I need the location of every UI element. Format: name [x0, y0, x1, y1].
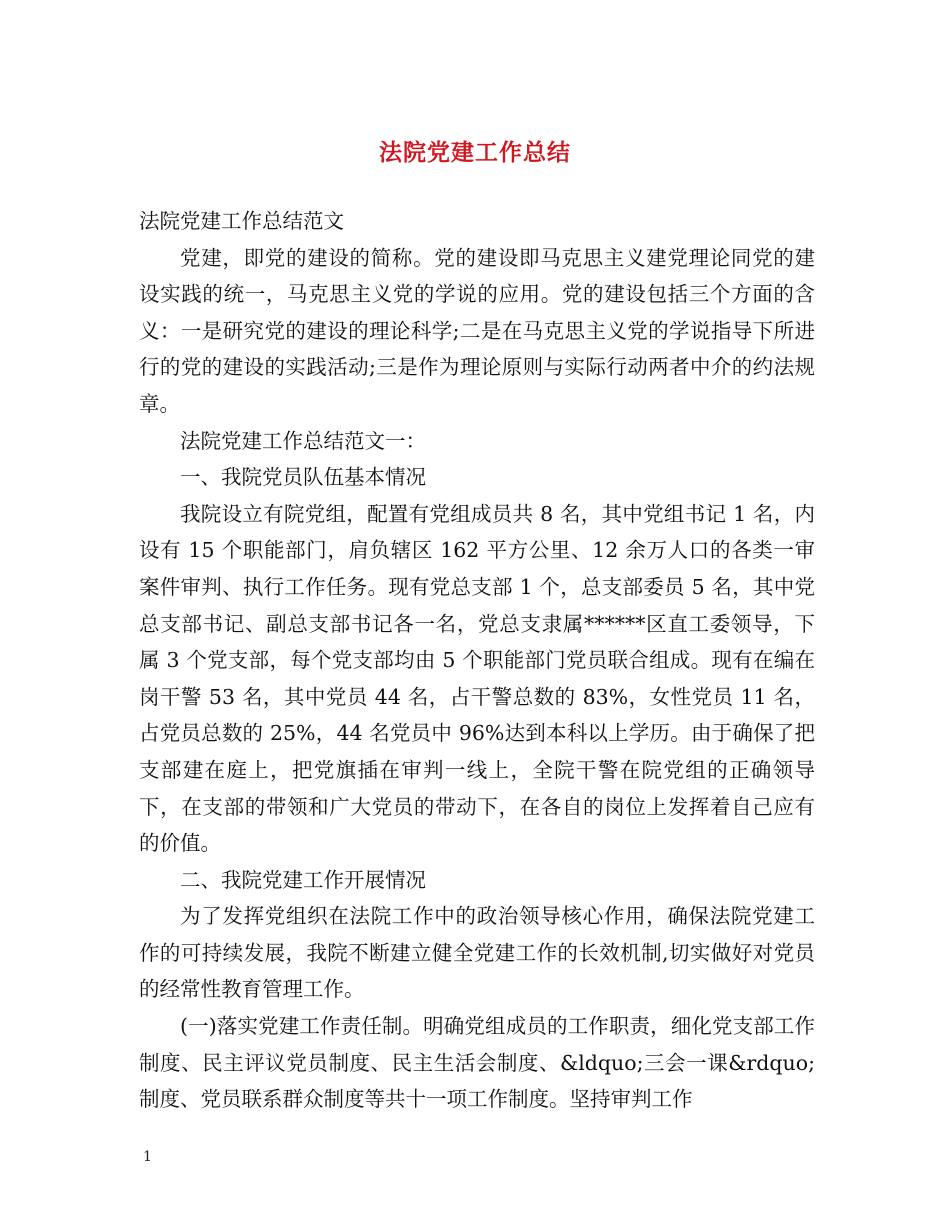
body-paragraph: 我院设立有院党组，配置有党组成员共 8 名，其中党组书记 1 名，内设有 15 个职能部门，肩负辖区 162 平方公里、12 余万人口的各类一审案件审判、执行工作任务。现有党总支部 1 个，总支部委员 5 名，其中党总支部书记、副总支部书记各一名，党总支隶属******区直工委领导，下属 3 个党支部，每个党支部均由 5 个职能部门党员联合组成。现有在编在岗干警 53 名，其中党员 44 名，占干警总数的 83%，女性党员 11 名，占党员总数的 25%，44 名党员中 96%达到本科以上学历。由于确保了把支部建在庭上，把党旗插在审判一线上，全院干警在院党组的正确领导下，在支部的带领和广大党员的带动下，在各自的岗位上发挥着自己应有的价值。 [139, 501, 815, 856]
section-heading: 一、我院党员队伍基本情况 [180, 465, 426, 490]
document-body [139, 203, 815, 1118]
subtitle-paragraph: 法院党建工作总结范文 [139, 209, 344, 233]
document-title: 法院党建工作总结 [379, 139, 571, 166]
page-number: 1 [143, 1149, 152, 1165]
body-paragraph: (一)落实党建工作责任制。明确党组成员的工作职责，细化党支部工作制度、民主评议党员制度、民主生活会制度、&ldquo;三会一课&rdquo;制度、党员联系群众制度等共十一项工作制度。坚持审判工作 [139, 1014, 815, 1112]
body-paragraph: 党建，即党的建设的简称。党的建设即马克思主义建党理论同党的建设实践的统一，马克思主义党的学说的应用。党的建设包括三个方面的含义：一是研究党的建设的理论科学;二是在马克思主义党的学说指导下所进行的党的建设的实践活动;三是作为理论原则与实际行动两者中介的约法规章。 [139, 245, 815, 416]
section-heading: 二、我院党建工作开展情况 [180, 867, 426, 892]
body-paragraph: 为了发挥党组织在法院工作中的政治领导核心作用，确保法院党建工作的可持续发展，我院不断建立健全党建工作的长效机制,切实做好对党员的经常性教育管理工作。 [139, 904, 815, 1002]
section-heading: 法院党建工作总结范文一： [180, 428, 426, 453]
